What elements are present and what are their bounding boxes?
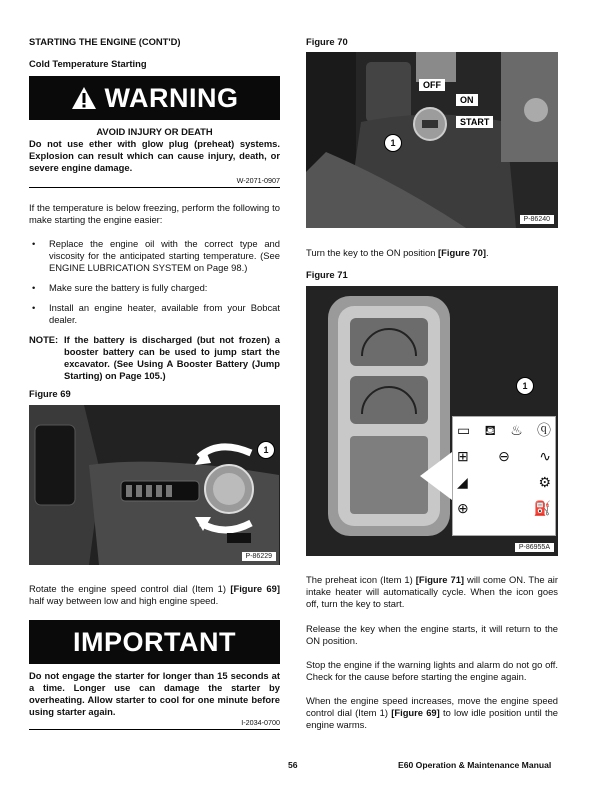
warning-banner	[29, 76, 280, 120]
warning-title: WARNING	[104, 82, 239, 113]
note-text: If the battery is discharged (but not frozen) a booster battery can be used to jump start the excavator. (See Using A Booster Battery (Jump Starting) on Page 105.)	[64, 334, 280, 381]
speed-dial-illustration	[29, 405, 280, 565]
divider	[29, 187, 280, 188]
travel-icon: ⊕	[457, 500, 469, 516]
stop-text: Stop the engine if the warning lights and alarm do not go off. Check for the cause before starting the engine again.	[306, 659, 558, 682]
callout-1: 1	[516, 377, 534, 395]
icon-row	[453, 417, 555, 443]
warning-code: W-2071-0907	[236, 176, 280, 185]
figure-69-photo	[29, 405, 280, 565]
icon-row	[453, 443, 555, 469]
turn-key-text: Turn the key to the ON position [Figure 70].	[306, 247, 489, 258]
air-filter-icon: ◢	[457, 474, 468, 490]
photo-code: P-86229	[242, 552, 276, 561]
speed-text: When the engine speed increases, move the engine speed control dial (Item 1) [Figure 69] to low idle position until the engine warms.	[306, 695, 558, 730]
manual-title: E60 Operation & Maintenance Manual	[398, 760, 552, 770]
important-code: I-2034-0700	[241, 718, 280, 727]
fuel-icon: ⛽	[533, 500, 551, 516]
important-title: IMPORTANT	[73, 626, 236, 657]
warning-triangle-icon	[71, 86, 97, 110]
bullet-list	[29, 238, 280, 334]
section-heading: STARTING THE ENGINE (CONT'D)	[29, 36, 181, 47]
photo-code: P-86240	[520, 215, 554, 224]
warning-line1: AVOID INJURY OR DEATH	[96, 126, 213, 137]
icon-row	[453, 495, 555, 521]
note-block	[29, 334, 280, 382]
figure-70-label: Figure 70	[306, 36, 348, 47]
figure-69-label: Figure 69	[29, 388, 71, 399]
subheading: Cold Temperature Starting	[29, 58, 147, 69]
important-body: Do not engage the starter for longer than 15 seconds at a time. Longer use can damage the starter by overheating. Allow starter to cool for one minute before using starter again.	[29, 670, 280, 717]
important-banner	[29, 620, 280, 664]
coolant-icon: ♨	[510, 422, 523, 438]
oil-pressure-icon: ⛾	[484, 422, 496, 438]
release-text: Release the key when the engine starts, it will return to the ON position.	[306, 623, 558, 646]
list-item: • Replace the engine oil with the correct type and viscosity for the anticipated starting temperature. (See ENGINE LUBRICATION SYSTEM on Page 98.)	[32, 238, 280, 273]
preheat-text: The preheat icon (Item 1) [Figure 71] will come ON. The air intake heater will automatically cycle. When the icon goes off, turn the key to start.	[306, 574, 558, 609]
key-on-label: ON	[456, 94, 478, 106]
page-number: 56	[288, 760, 298, 770]
figure-70-photo	[306, 52, 558, 228]
warning-body: Do not use ether with glow plug (preheat) systems. Explosion can result which can cause injury, death, or severe engine damage.	[29, 138, 280, 173]
divider	[29, 729, 280, 730]
figure-71-label: Figure 71	[306, 269, 348, 280]
photo-code: P-86955A	[515, 543, 554, 552]
intro-text: If the temperature is below freezing, perform the following to make starting the engine easier:	[29, 202, 280, 225]
seat-icon: ⊞	[457, 448, 469, 464]
list-item: • Install an engine heater, available from your Bobcat dealer.	[32, 302, 280, 325]
filter-icon: ⊖	[498, 448, 510, 464]
icon-row	[453, 469, 555, 495]
engine-icon: ⚙	[538, 474, 551, 490]
key-off-label: OFF	[419, 79, 445, 91]
preheat-icon: ⓠ	[537, 422, 551, 438]
hydraulic-icon: ∿	[539, 448, 551, 464]
note-label: NOTE:	[29, 334, 59, 345]
figure-71-photo	[306, 286, 558, 556]
callout-1: 1	[257, 441, 275, 459]
indicator-icon-panel	[452, 416, 556, 536]
battery-icon: ▭	[457, 422, 471, 438]
key-start-label: START	[456, 116, 493, 128]
list-item: • Make sure the battery is fully charged:	[32, 282, 208, 293]
rotate-text: Rotate the engine speed control dial (Item 1) [Figure 69] half way between low and high engine speed.	[29, 583, 280, 606]
callout-1: 1	[384, 134, 402, 152]
